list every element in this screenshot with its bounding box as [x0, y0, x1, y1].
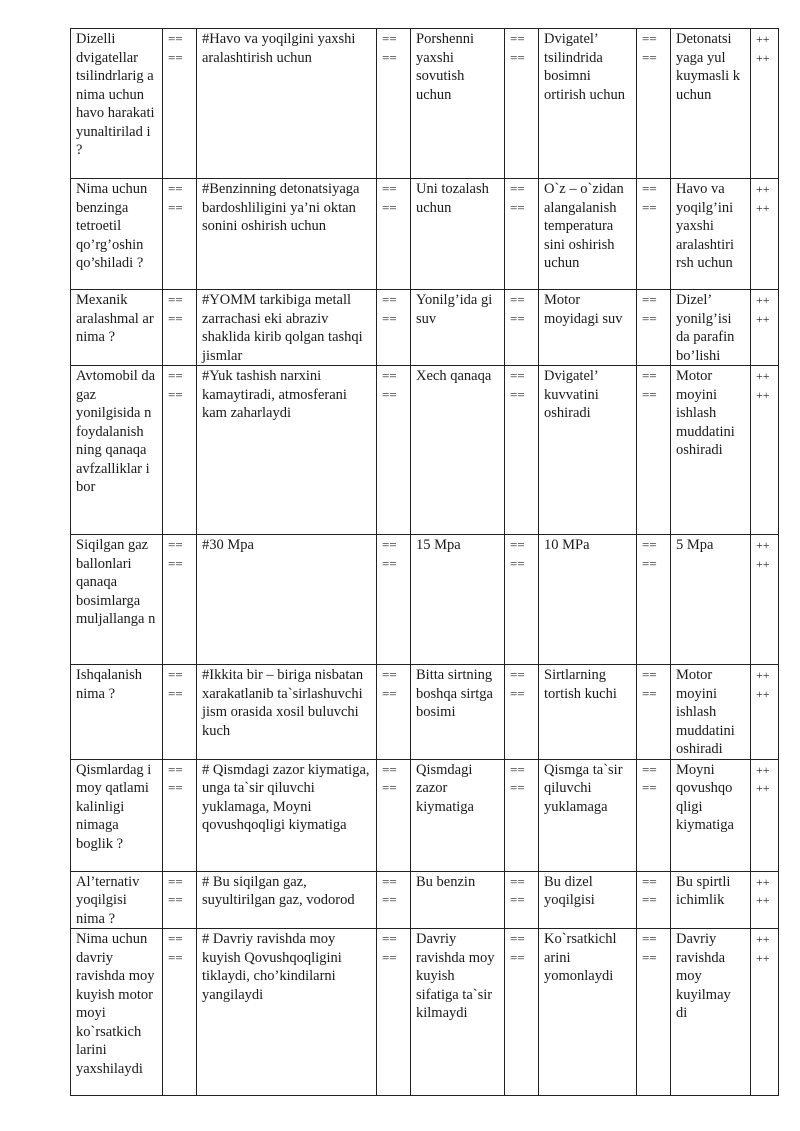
- end-marker-cell: ++ ++: [751, 871, 779, 929]
- end-marker-cell: ++ ++: [751, 290, 779, 366]
- separator-cell: == ==: [163, 535, 197, 665]
- separator-cell: == ==: [377, 929, 411, 1096]
- correct-answer-cell: #Havo va yoqilgini yaxshi aralashtirish uchun: [197, 29, 377, 179]
- option-cell: Uni tozalash uchun: [411, 179, 505, 290]
- option-cell: Bu spirtli ichimlik: [671, 871, 751, 929]
- table-body: [71, 29, 779, 1096]
- option-cell: Davriy ravishda moy kuyilmay di: [671, 929, 751, 1096]
- option-cell: Qismga ta`sir qiluvchi yuklamaga: [539, 759, 637, 871]
- table-row: [71, 179, 779, 290]
- table-row: [71, 290, 779, 366]
- option-cell: 5 Mpa: [671, 535, 751, 665]
- correct-answer-cell: #Yuk tashish narxini kamaytiradi, atmosferani kam zaharlaydi: [197, 366, 377, 535]
- separator-cell: == ==: [505, 366, 539, 535]
- option-cell: Motor moyidagi suv: [539, 290, 637, 366]
- option-cell: Havo va yoqilg’ini yaxshi aralashtiri rsh uchun: [671, 179, 751, 290]
- table-row: [71, 535, 779, 665]
- separator-cell: == ==: [163, 871, 197, 929]
- option-cell: Davriy ravishda moy kuyish sifatiga ta`sir kilmaydi: [411, 929, 505, 1096]
- separator-cell: == ==: [505, 29, 539, 179]
- end-marker-cell: ++ ++: [751, 665, 779, 760]
- table-row: [71, 665, 779, 760]
- separator-cell: == ==: [163, 366, 197, 535]
- separator-cell: == ==: [505, 871, 539, 929]
- separator-cell: == ==: [505, 759, 539, 871]
- option-cell: 15 Mpa: [411, 535, 505, 665]
- option-cell: Dvigatel’ tsilindrida bosimni ortirish uchun: [539, 29, 637, 179]
- correct-answer-cell: #Benzinning detonatsiyaga bardoshliligini ya’ni oktan sonini oshirish uchun: [197, 179, 377, 290]
- correct-answer-cell: #YOMM tarkibiga metall zarrachasi eki abraziv shaklida kirib qolgan tashqi jismlar: [197, 290, 377, 366]
- separator-cell: == ==: [637, 929, 671, 1096]
- correct-answer-cell: # Davriy ravishda moy kuyish Qovushqoqligini tiklaydi, cho’kindilarni yangilaydi: [197, 929, 377, 1096]
- question-cell: Ishqalanish nima ?: [71, 665, 163, 760]
- separator-cell: == ==: [377, 665, 411, 760]
- table-row: [71, 366, 779, 535]
- separator-cell: == ==: [637, 290, 671, 366]
- option-cell: Porshenni yaxshi sovutish uchun: [411, 29, 505, 179]
- question-cell: Siqilgan gaz ballonlari qanaqa bosimlarga muljallanga n: [71, 535, 163, 665]
- option-cell: Sirtlarning tortish kuchi: [539, 665, 637, 760]
- end-marker-cell: ++ ++: [751, 179, 779, 290]
- question-cell: Al’ternativ yoqilgisi nima ?: [71, 871, 163, 929]
- table-row: [71, 929, 779, 1096]
- end-marker-cell: ++ ++: [751, 366, 779, 535]
- separator-cell: == ==: [377, 179, 411, 290]
- separator-cell: == ==: [637, 29, 671, 179]
- end-marker-cell: ++ ++: [751, 759, 779, 871]
- separator-cell: == ==: [377, 366, 411, 535]
- option-cell: Dvigatel’ kuvvatini oshiradi: [539, 366, 637, 535]
- separator-cell: == ==: [637, 759, 671, 871]
- option-cell: Motor moyini ishlash muddatini oshiradi: [671, 366, 751, 535]
- question-cell: Qismlardag i moy qatlami kalinligi nimaga boglik ?: [71, 759, 163, 871]
- table-row: [71, 759, 779, 871]
- end-marker-cell: ++ ++: [751, 929, 779, 1096]
- separator-cell: == ==: [163, 179, 197, 290]
- option-cell: O`z – o`zidan alangalanish temperatura sini oshirish uchun: [539, 179, 637, 290]
- correct-answer-cell: # Qismdagi zazor kiymatiga, unga ta`sir qiluvchi yuklamaga, Moyni qovushqoqligi kiymatiga: [197, 759, 377, 871]
- separator-cell: == ==: [377, 290, 411, 366]
- table-row: [71, 29, 779, 179]
- separator-cell: == ==: [377, 871, 411, 929]
- option-cell: Bitta sirtning boshqa sirtga bosimi: [411, 665, 505, 760]
- table-row: [71, 871, 779, 929]
- question-cell: Nima uchun benzinga tetroetil qo’rg’oshin qo’shiladi ?: [71, 179, 163, 290]
- option-cell: Yonilg’ida gi suv: [411, 290, 505, 366]
- option-cell: Detonatsi yaga yul kuymasli k uchun: [671, 29, 751, 179]
- question-cell: Avtomobil da gaz yonilgisida n foydalanish ning qanaqa avfzalliklar i bor: [71, 366, 163, 535]
- question-cell: Dizelli dvigatellar tsilindrlarig a nima uchun havo harakati yunaltirilad i ?: [71, 29, 163, 179]
- separator-cell: == ==: [637, 871, 671, 929]
- separator-cell: == ==: [163, 290, 197, 366]
- question-cell: Nima uchun davriy ravishda moy kuyish motor moyi ko`rsatkich larini yaxshilaydi: [71, 929, 163, 1096]
- separator-cell: == ==: [377, 759, 411, 871]
- separator-cell: == ==: [377, 535, 411, 665]
- separator-cell: == ==: [637, 535, 671, 665]
- separator-cell: == ==: [505, 929, 539, 1096]
- separator-cell: == ==: [505, 535, 539, 665]
- test-questions-table: [70, 28, 779, 1096]
- correct-answer-cell: #Ikkita bir – biriga nisbatan xarakatlanib ta`sirlashuvchi jism orasida xosil buluvchi kuch: [197, 665, 377, 760]
- option-cell: Dizel’ yonilg’isi da parafin bo’lishi: [671, 290, 751, 366]
- separator-cell: == ==: [637, 179, 671, 290]
- end-marker-cell: ++ ++: [751, 535, 779, 665]
- separator-cell: == ==: [163, 665, 197, 760]
- option-cell: Moyni qovushqo qligi kiymatiga: [671, 759, 751, 871]
- option-cell: 10 MPa: [539, 535, 637, 665]
- option-cell: Bu benzin: [411, 871, 505, 929]
- separator-cell: == ==: [505, 179, 539, 290]
- separator-cell: == ==: [377, 29, 411, 179]
- option-cell: Ko`rsatkichl arini yomonlaydi: [539, 929, 637, 1096]
- separator-cell: == ==: [637, 366, 671, 535]
- separator-cell: == ==: [163, 759, 197, 871]
- separator-cell: == ==: [163, 29, 197, 179]
- option-cell: Qismdagi zazor kiymatiga: [411, 759, 505, 871]
- option-cell: Bu dizel yoqilgisi: [539, 871, 637, 929]
- option-cell: Motor moyini ishlash muddatini oshiradi: [671, 665, 751, 760]
- question-cell: Mexanik aralashmal ar nima ?: [71, 290, 163, 366]
- option-cell: Xech qanaqa: [411, 366, 505, 535]
- end-marker-cell: ++ ++: [751, 29, 779, 179]
- separator-cell: == ==: [163, 929, 197, 1096]
- separator-cell: == ==: [505, 665, 539, 760]
- separator-cell: == ==: [505, 290, 539, 366]
- correct-answer-cell: #30 Mpa: [197, 535, 377, 665]
- correct-answer-cell: # Bu siqilgan gaz, suyultirilgan gaz, vodorod: [197, 871, 377, 929]
- separator-cell: == ==: [637, 665, 671, 760]
